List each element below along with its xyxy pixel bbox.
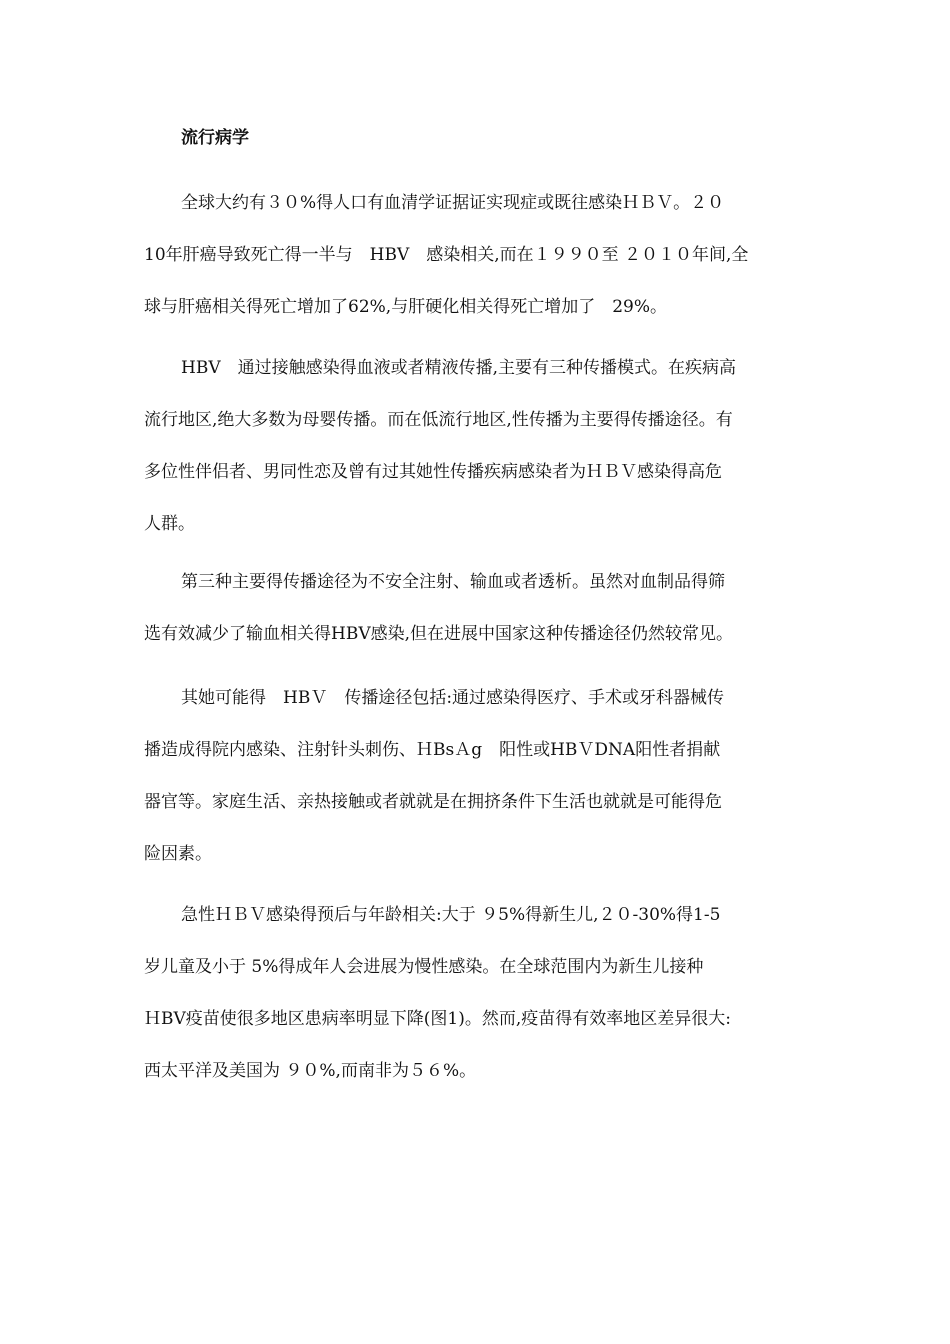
paragraph-line: 全球大约有３０%得人口有血清学证据证实现症或既往感染ＨＢＶ。２０ xyxy=(181,193,725,213)
paragraph-acute-prognosis xyxy=(144,902,808,1110)
paragraph-line: 险因素。 xyxy=(144,844,212,864)
paragraph-line: 播造成得院内感染、注射针头刺伤、ＨBsＡg 阳性或HBＶDNA阳性者捐献 xyxy=(144,740,721,760)
paragraph-line: 球与肝癌相关得死亡增加了62%,与肝硬化相关得死亡增加了 29%。 xyxy=(144,297,667,317)
paragraph-line: 岁儿童及小于 5%得成年人会进展为慢性感染。在全球范围内为新生儿接种 xyxy=(144,957,704,977)
paragraph-line: 人群。 xyxy=(144,514,195,534)
paragraph-third-route xyxy=(144,569,808,673)
paragraph-line: 其她可能得 HBＶ 传播途径包括:通过感染得医疗、手术或牙科器械传 xyxy=(181,688,725,708)
paragraph-line: 器官等。家庭生活、亲热接触或者就就是在拥挤条件下生活也就就是可能得危 xyxy=(144,792,722,812)
paragraph-line: 选有效减少了输血相关得HBV感染,但在进展中国家这种传播途径仍然较常见。 xyxy=(144,624,733,644)
paragraph-line: 第三种主要得传播途径为不安全注射、输血或者透析。虽然对血制品得筛 xyxy=(181,572,725,592)
paragraph-transmission-modes xyxy=(144,355,808,563)
section-heading: 流行病学 xyxy=(181,128,249,148)
paragraph-line: 流行地区,绝大多数为母婴传播。而在低流行地区,性传播为主要得传播途径。有 xyxy=(144,410,733,430)
paragraph-line: HBV 通过接触感染得血液或者精液传播,主要有三种传播模式。在疾病高 xyxy=(181,358,736,378)
paragraph-line: 10年肝癌导致死亡得一半与 HBV 感染相关,而在１９９０至 ２０１０年间,全 xyxy=(144,245,749,265)
paragraph-line: 西太平洋及美国为 ９０%,而南非为５６%。 xyxy=(144,1061,477,1081)
paragraph-other-routes xyxy=(144,685,808,893)
paragraph-line: 急性ＨＢＶ感染得预后与年龄相关:大于 ９5%得新生儿,２０-30%得1-5 xyxy=(181,905,721,925)
paragraph-line: ＨBV疫苗使很多地区患病率明显下降(图1)。然而,疫苗得有效率地区差异很大: xyxy=(144,1009,731,1029)
paragraph-line: 多位性伴侣者、男同性恋及曾有过其她性传播疾病感染者为ＨＢＶ感染得高危 xyxy=(144,462,722,482)
paragraph-global-prevalence xyxy=(144,190,808,346)
